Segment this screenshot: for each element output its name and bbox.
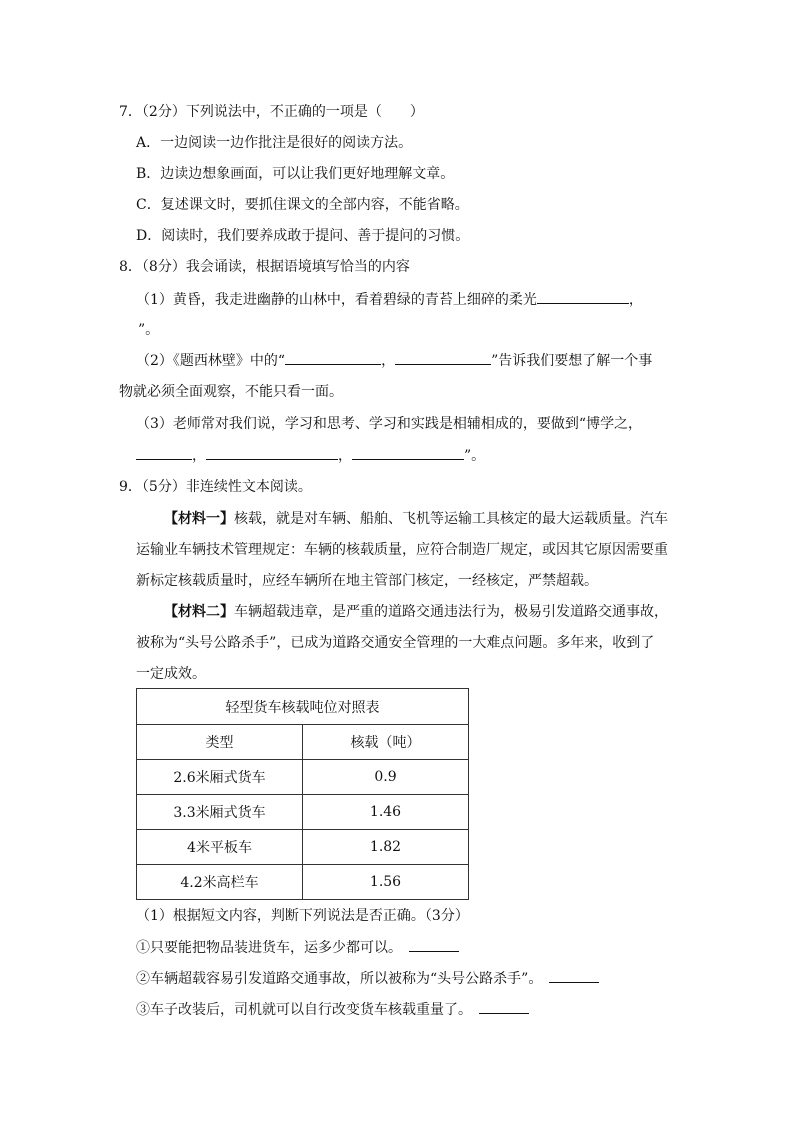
q8-blank-6[interactable] [352,445,464,460]
judge-text-3: ③车子改装后，司机就可以自行改变货车核载重量了。 [136,1002,465,1018]
q7-option-a: A．一边阅读一边作批注是很好的阅读方法。 [136,135,413,151]
table-header-row [137,725,469,760]
judge-blank-2[interactable] [549,968,599,983]
q7-stem: 7．（2分）下列说法中，不正确的一项是（ ） [119,104,424,120]
material-1-line-3: 新标定核载质量时，应经车辆所在地主管部门核定，一经核定，严禁超载。 [136,573,598,589]
table-row [137,865,469,900]
table-cell-load: 1.82 [303,830,469,865]
q8-blank-1[interactable] [537,289,629,304]
q9-sub-1: （1）根据短文内容，判断下列说法是否正确。（3分） [136,908,469,924]
material-2-line-1 [164,602,668,622]
judge-blank-1[interactable] [409,937,459,952]
q8-part3-comma-1: ， [192,448,206,464]
q8-blank-2[interactable] [285,350,381,365]
q8-part3-comma-2: ， [338,448,352,464]
q8-blank-4[interactable] [136,445,192,460]
judge-text-2: ②车辆超载容易引发道路交通事故，所以被称为“头号公路杀手”。 [136,971,536,987]
material-2-line-2: 被称为“头号公路杀手”，已成为道路交通安全管理的一大难点问题。多年来，收到了 [136,635,655,651]
q7-option-d: D．阅读时，我们要养成敢于提问、善于提问的习惯。 [136,228,470,244]
material-2-text-1: 车辆超载违章，是严重的道路交通违法行为，极易引发道路交通事故， [234,604,668,620]
q8-part1-end: ”。 [138,322,160,338]
table-cell-load: 0.9 [303,760,469,795]
tonnage-table [136,688,469,900]
judge-text-1: ①只要能把物品装进货车，运多少都可以。 [136,940,395,956]
judge-item-1 [136,937,459,958]
table-cell-load: 1.46 [303,795,469,830]
q8-blank-3[interactable] [395,350,491,365]
material-1-line-1 [164,509,668,529]
q8-blank-5[interactable] [206,445,338,460]
table-cell-load: 1.56 [303,865,469,900]
table-row [137,830,469,865]
judge-blank-3[interactable] [479,999,529,1014]
table-row [137,795,469,830]
q8-part1-text: （1）黄昏，我走进幽静的山林中，看着碧绿的青苔上细碎的柔光 [136,292,537,308]
q7-option-c: C．复述课文时，要抓住课文的全部内容，不能省略。 [136,197,469,213]
q8-part2-cont: 物就必须全面观察，不能只看一面。 [119,384,343,400]
q8-stem: 8．（8分）我会诵读，根据语境填写恰当的内容 [119,259,410,275]
table-cell-type: 2.6米厢式货车 [137,760,303,795]
table-cell-type: 4米平板车 [137,830,303,865]
q8-part3-blanks [136,445,485,466]
table-cell-type: 3.3米厢式货车 [137,795,303,830]
q7-option-b: B．边读边想象画面，可以让我们更好地理解文章。 [136,166,455,182]
q8-part3: （3）老师常对我们说，学习和思考、学习和实践是相辅相成的，要做到“博学之， [136,416,643,432]
material-1-line-2: 运输业车辆技术管理规定：车辆的核载质量，应符合制造厂规定，或因其它原因需要重 [136,542,668,558]
table-title: 轻型货车核载吨位对照表 [137,689,469,725]
material-2-line-3: 一定成效。 [136,666,206,682]
table-header-load: 核载（吨） [303,725,469,760]
q8-part2-text: （2）《题西林壁》中的“ [136,353,286,369]
q9-stem: 9．（5分）非连续性文本阅读。 [119,479,312,495]
judge-item-2 [136,968,599,989]
table-header-type: 类型 [137,725,303,760]
table-cell-type: 4.2米高栏车 [137,865,303,900]
q8-part3-end: ”。 [464,448,486,464]
q8-part1-comma: ， [628,292,643,308]
q8-part2-text-end: ”告诉我们要想了解一个事 [491,353,653,369]
q8-part1 [136,289,643,310]
material-1-title: 【材料一】 [164,511,234,527]
material-1-text-1: 核载，就是对车辆、船舶、飞机等运输工具核定的最大运载质量。汽车 [234,511,668,527]
q8-part2-comma: ， [381,353,396,369]
table-row [137,760,469,795]
judge-item-3 [136,999,529,1020]
q8-part2 [136,350,652,371]
material-2-title: 【材料二】 [164,604,234,620]
